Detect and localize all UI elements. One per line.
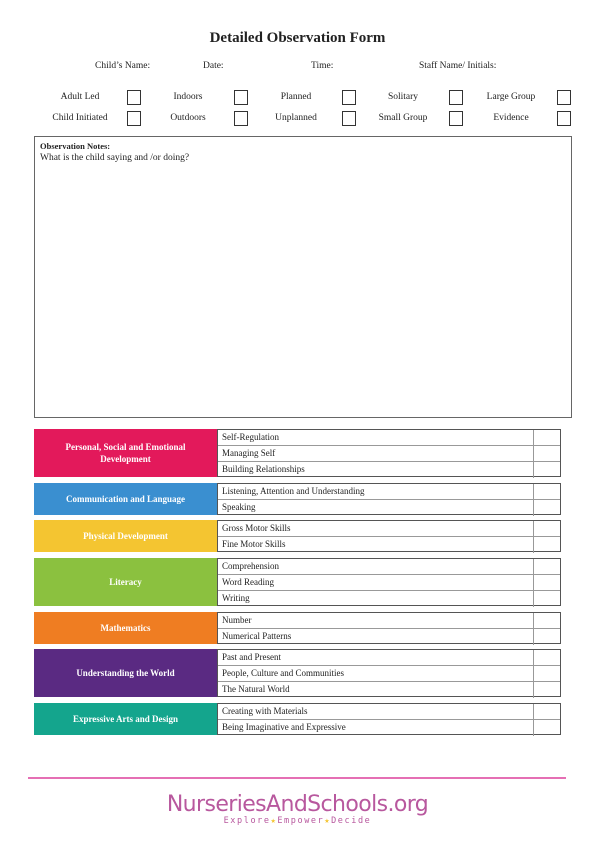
learning-area-item-label: Number <box>222 615 252 625</box>
tick-cell[interactable] <box>533 500 560 516</box>
checkbox-label: Solitary <box>387 92 419 102</box>
tagline-word: Explore <box>223 816 271 826</box>
tick-cell[interactable] <box>533 666 560 681</box>
learning-area-row <box>218 484 560 500</box>
learning-area-items <box>217 520 561 552</box>
learning-area-item-label: Writing <box>222 593 250 603</box>
tick-cell[interactable] <box>533 650 560 665</box>
checkbox[interactable] <box>557 111 571 126</box>
time-field[interactable]: Time: <box>311 61 334 71</box>
tick-cell[interactable] <box>533 613 560 628</box>
learning-area-row <box>218 575 560 591</box>
tick-cell[interactable] <box>533 591 560 607</box>
learning-area <box>34 520 561 552</box>
checkbox[interactable] <box>449 90 463 105</box>
checkbox-label: Adult Led <box>60 92 100 102</box>
checkbox[interactable] <box>127 90 141 105</box>
learning-area-item-label: Speaking <box>222 502 256 512</box>
checkbox-label: Small Group <box>378 113 428 123</box>
childs-name-field[interactable]: Child’s Name: <box>95 61 151 71</box>
learning-area-row <box>218 446 560 462</box>
learning-area-row <box>218 537 560 553</box>
tick-cell[interactable] <box>533 704 560 719</box>
checkbox[interactable] <box>127 111 141 126</box>
learning-area-item-label: Word Reading <box>222 577 275 587</box>
site-tagline <box>0 816 595 826</box>
learning-area-items <box>217 483 561 515</box>
tick-cell[interactable] <box>533 575 560 590</box>
learning-area-label: Understanding the World <box>34 649 217 697</box>
checkbox[interactable] <box>342 111 356 126</box>
learning-area <box>34 649 561 697</box>
observation-notes-box[interactable] <box>34 136 572 418</box>
learning-area-items <box>217 558 561 606</box>
learning-area-item-label: Creating with Materials <box>222 706 308 716</box>
checkbox-label: Large Group <box>486 92 536 102</box>
tick-cell[interactable] <box>533 682 560 698</box>
learning-area-row <box>218 704 560 720</box>
learning-area-items <box>217 612 561 644</box>
learning-area <box>34 703 561 735</box>
learning-area-row <box>218 650 560 666</box>
learning-area-row <box>218 591 560 607</box>
site-logo: NurseriesAndSchools.org <box>166 792 429 817</box>
tick-cell[interactable] <box>533 430 560 445</box>
tick-cell[interactable] <box>533 537 560 553</box>
learning-area-item-label: The Natural World <box>222 684 290 694</box>
tick-cell[interactable] <box>533 559 560 574</box>
learning-area-item-label: Gross Motor Skills <box>222 523 291 533</box>
star-icon: ★ <box>270 816 278 826</box>
learning-area-row <box>218 430 560 446</box>
learning-area-label: Communication and Language <box>34 483 217 515</box>
checkbox[interactable] <box>234 90 248 105</box>
learning-area-row <box>218 462 560 478</box>
checkbox-label: Outdoors <box>170 113 206 123</box>
tagline-word: Decide <box>331 816 372 826</box>
checkbox[interactable] <box>234 111 248 126</box>
learning-area-row <box>218 559 560 575</box>
learning-area-row <box>218 629 560 645</box>
learning-area-label: Mathematics <box>34 612 217 644</box>
learning-area <box>34 483 561 515</box>
learning-area-item-label: Fine Motor Skills <box>222 539 286 549</box>
notes-prompt: What is the child saying and /or doing? <box>40 153 190 163</box>
learning-area-label: Personal, Social and Emotional Development <box>34 429 217 477</box>
learning-area-item-label: Past and Present <box>222 652 281 662</box>
page-title: Detailed Observation Form <box>209 30 386 46</box>
checkbox-label: Child Initiated <box>52 113 108 123</box>
info-fields-row <box>0 61 595 75</box>
star-icon: ★ <box>324 816 332 826</box>
tick-cell[interactable] <box>533 484 560 499</box>
tick-cell[interactable] <box>533 462 560 478</box>
tick-cell[interactable] <box>533 446 560 461</box>
learning-area-items <box>217 429 561 477</box>
footer-divider <box>28 777 566 779</box>
checkbox-label: Unplanned <box>275 113 317 123</box>
tick-cell[interactable] <box>533 521 560 536</box>
learning-area-item-label: Numerical Patterns <box>222 631 292 641</box>
learning-area-label: Expressive Arts and Design <box>34 703 217 735</box>
learning-area-row <box>218 666 560 682</box>
learning-area-label: Physical Development <box>34 520 217 552</box>
tick-cell[interactable] <box>533 720 560 736</box>
notes-title: Observation Notes: <box>40 141 111 151</box>
tick-cell[interactable] <box>533 629 560 645</box>
date-field[interactable]: Date: <box>203 61 224 71</box>
learning-area-row <box>218 720 560 736</box>
learning-area-row <box>218 613 560 629</box>
checkbox[interactable] <box>557 90 571 105</box>
learning-area-item-label: Being Imaginative and Expressive <box>222 722 346 732</box>
learning-area-row <box>218 521 560 537</box>
learning-area-items <box>217 649 561 697</box>
learning-area-item-label: Comprehension <box>222 561 279 571</box>
checkbox[interactable] <box>449 111 463 126</box>
staff-initials-field[interactable]: Staff Name/ Initials: <box>419 61 497 71</box>
learning-area <box>34 558 561 606</box>
learning-area-items <box>217 703 561 735</box>
learning-area <box>34 612 561 644</box>
learning-area-item-label: Self-Regulation <box>222 432 279 442</box>
checkbox-label: Evidence <box>493 113 529 123</box>
learning-area-item-label: People, Culture and Communities <box>222 668 344 678</box>
learning-area-item-label: Building Relationships <box>222 464 305 474</box>
checkbox-label: Planned <box>280 92 312 102</box>
learning-area-item-label: Managing Self <box>222 448 276 458</box>
learning-area-item-label: Listening, Attention and Understanding <box>222 486 365 496</box>
learning-area-row <box>218 682 560 698</box>
learning-area <box>34 429 561 477</box>
learning-area-label: Literacy <box>34 558 217 606</box>
learning-area-row <box>218 500 560 516</box>
checkbox[interactable] <box>342 90 356 105</box>
checkbox-label: Indoors <box>173 92 203 102</box>
tagline-word: Empower <box>277 816 325 826</box>
